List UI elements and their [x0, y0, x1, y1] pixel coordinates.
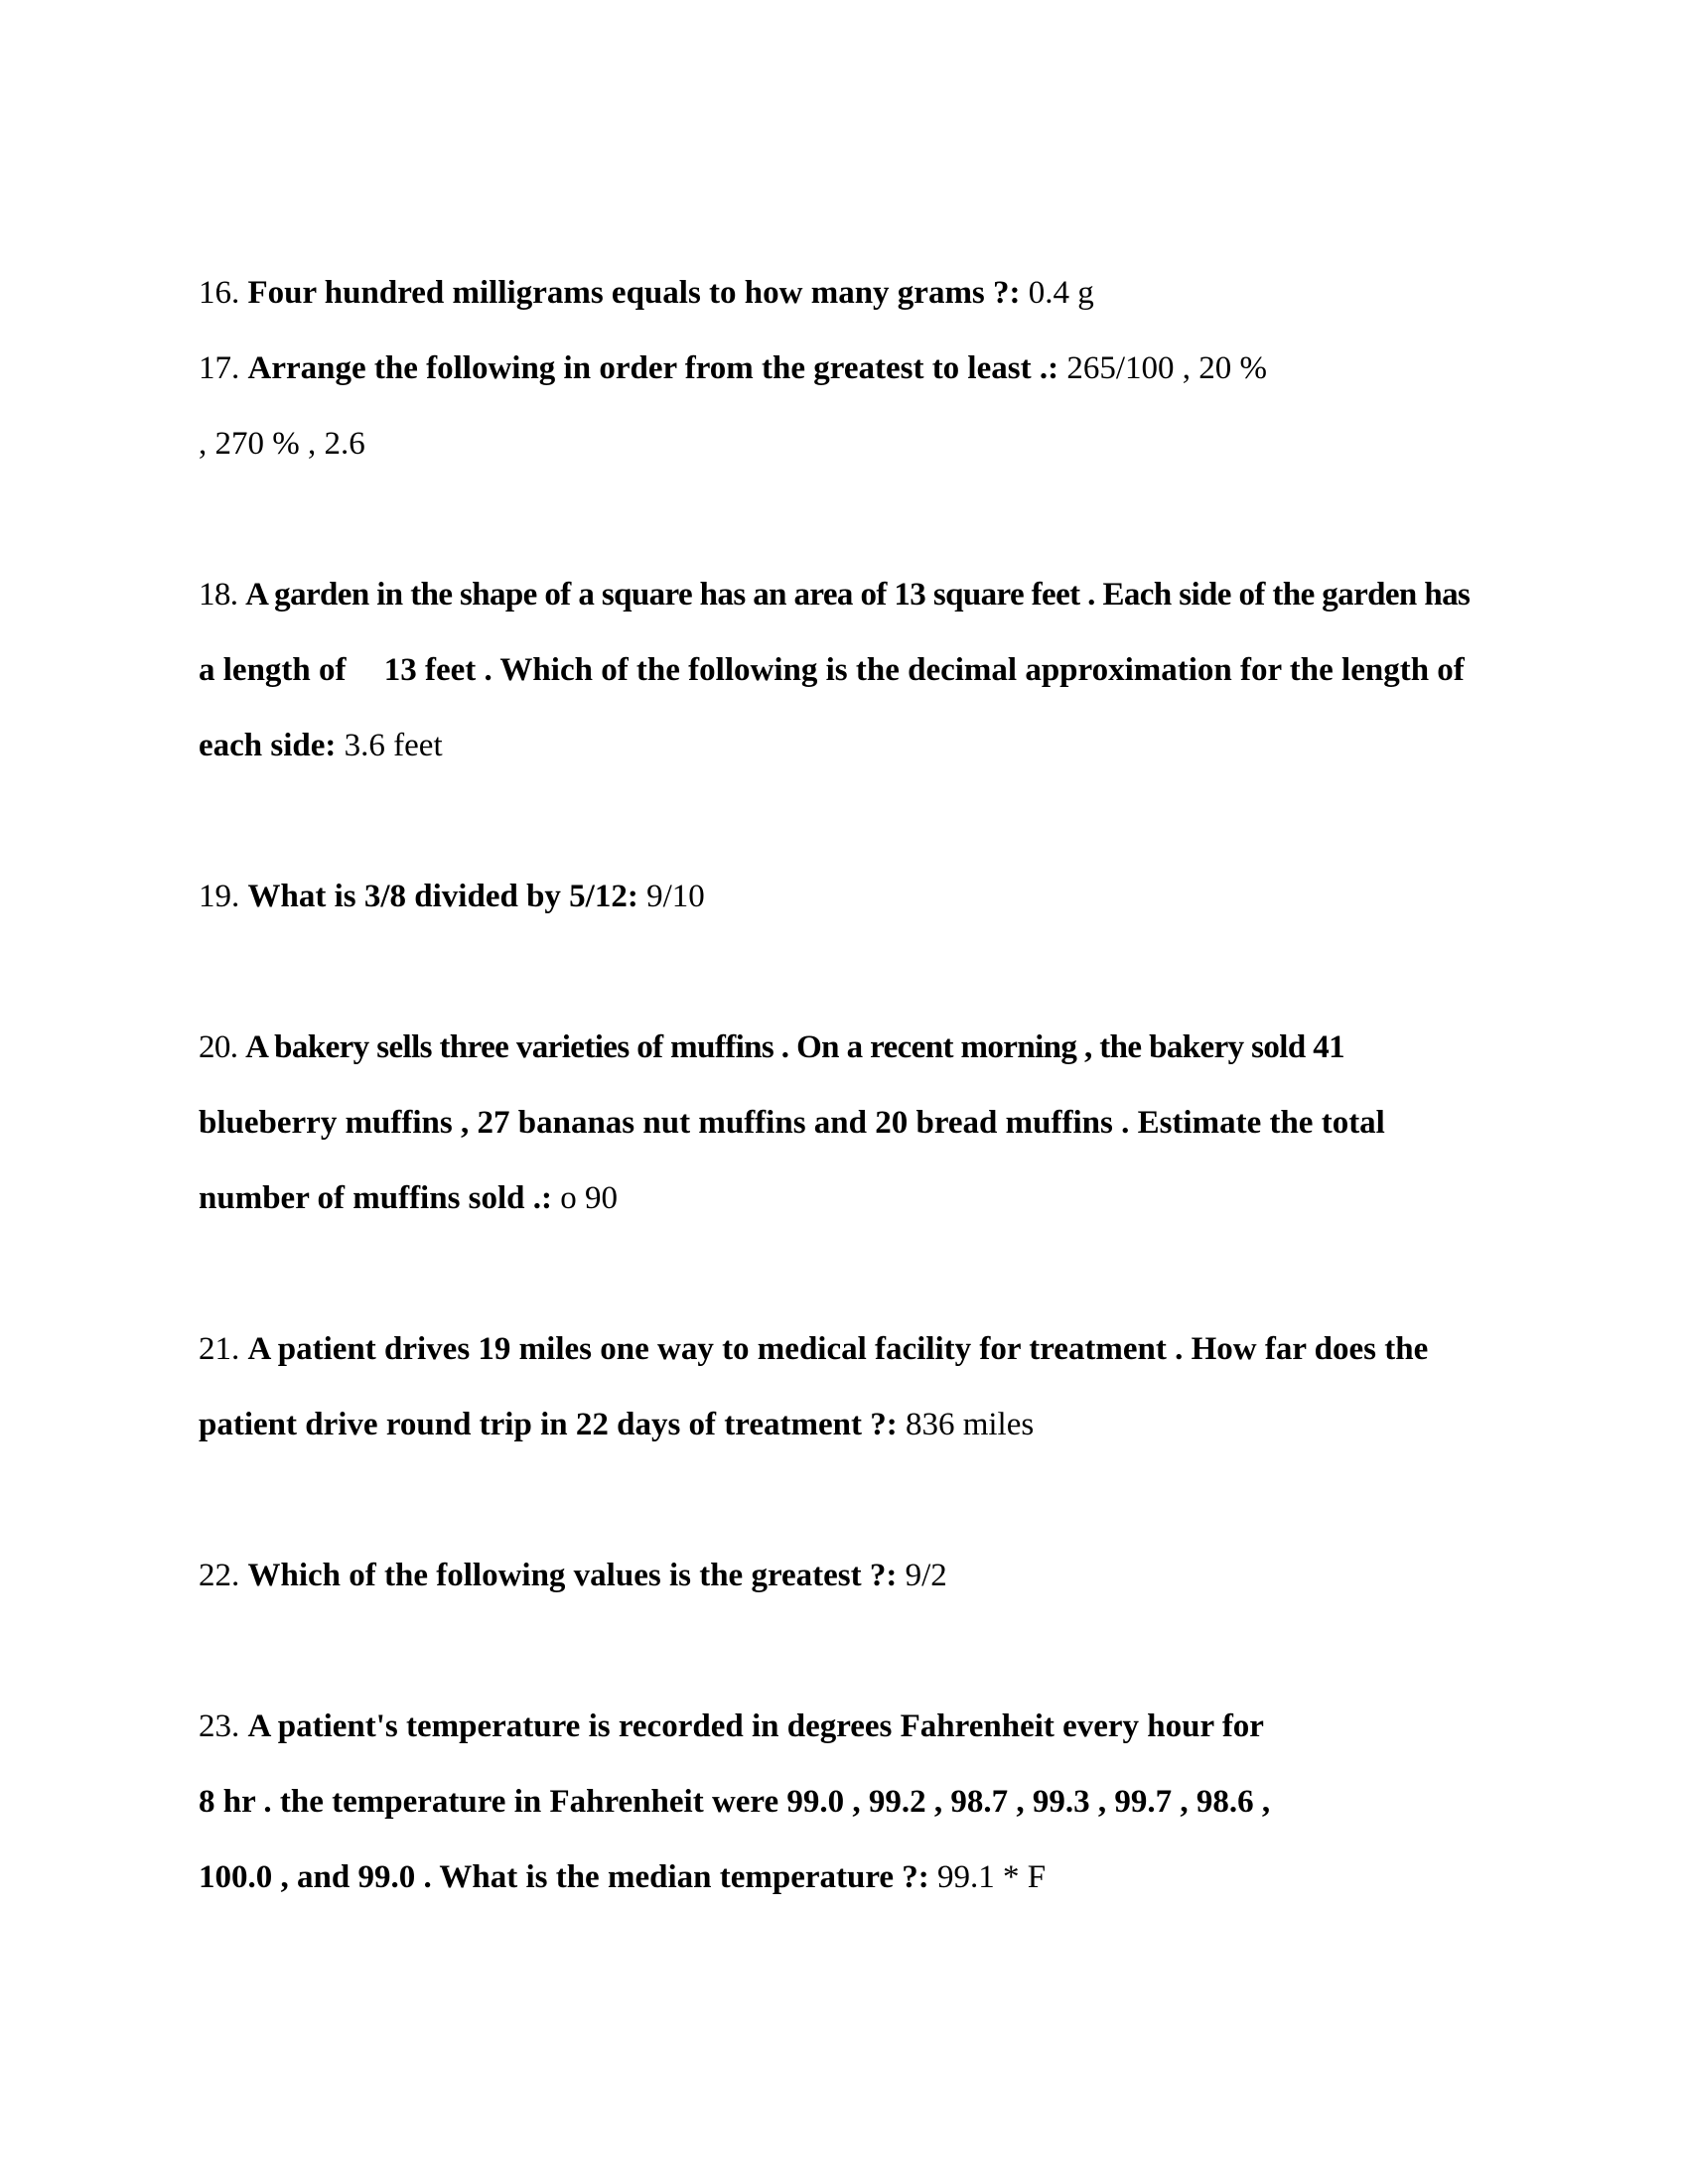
answer-text: 265/100 , 20 % [1066, 350, 1267, 386]
answer-text: 9/10 [646, 879, 705, 914]
question-number: 16. [199, 275, 240, 311]
question-23 [199, 1706, 1264, 1746]
question-text: each side: [199, 728, 337, 763]
question-18-line-3 [199, 726, 443, 765]
question-number: 18. [199, 577, 238, 613]
question-text: blueberry muffins , 27 bananas nut muffins and 20 bread muffins . Estimate the total [199, 1105, 1385, 1141]
question-text: What is 3/8 divided by 5/12: [247, 879, 638, 914]
question-text: Four hundred milligrams equals to how many grams ?: [247, 275, 1021, 311]
question-text: patient drive round trip in 22 days of treatment ?: [199, 1407, 898, 1442]
question-text: A patient drives 19 miles one way to medical facility for treatment . How far does the [247, 1331, 1429, 1367]
answer-text: 3.6 feet [344, 728, 443, 763]
question-number: 20. [199, 1029, 238, 1065]
question-text: 13 feet . Which of the following is the decimal approximation for the length of [383, 652, 1465, 688]
answer-text: 0.4 g [1028, 275, 1094, 311]
question-text: Which of the following values is the greatest ?: [247, 1558, 898, 1593]
answer-text: o 90 [560, 1180, 619, 1216]
question-text: A garden in the shape of a square has an area of 13 square feet . Each side of the garden has [245, 577, 1471, 613]
question-number: 17. [199, 350, 240, 386]
question-21-line-2 [199, 1405, 1034, 1444]
question-text: number of muffins sold .: [199, 1180, 553, 1216]
answer-text-continued: , 270 % , 2.6 [199, 426, 365, 462]
question-23-line-2 [199, 1782, 1270, 1822]
question-18 [199, 575, 1470, 614]
question-19 [199, 877, 705, 916]
question-text: A patient's temperature is recorded in degrees Fahrenheit every hour for [247, 1708, 1264, 1744]
answer-text: 9/2 [905, 1558, 947, 1593]
question-20-line-3 [199, 1178, 618, 1218]
question-number: 19. [199, 879, 240, 914]
question-17-answer-continued [199, 424, 365, 464]
question-17 [199, 348, 1267, 388]
question-20-line-2 [199, 1103, 1385, 1143]
answer-text: 99.1 * F [937, 1859, 1047, 1895]
question-text: a length of [199, 652, 347, 688]
question-16 [199, 273, 1094, 313]
question-number: 23. [199, 1708, 240, 1744]
question-22 [199, 1556, 947, 1595]
question-18-line-2 [199, 650, 1465, 690]
question-text: 8 hr . the temperature in Fahrenheit were 99.0 , 99.2 , 98.7 , 99.3 , 99.7 , 98.6 , [199, 1784, 1271, 1820]
question-text: 100.0 , and 99.0 . What is the median temperature ?: [199, 1859, 929, 1895]
question-21 [199, 1329, 1428, 1369]
question-number: 22. [199, 1558, 240, 1593]
question-23-line-3 [199, 1857, 1046, 1897]
question-number: 21. [199, 1331, 240, 1367]
answer-text: 836 miles [905, 1407, 1035, 1442]
question-20 [199, 1027, 1344, 1067]
question-text: A bakery sells three varieties of muffins . On a recent morning , the bakery sold 41 [245, 1029, 1345, 1065]
question-text: Arrange the following in order from the greatest to least .: [247, 350, 1059, 386]
